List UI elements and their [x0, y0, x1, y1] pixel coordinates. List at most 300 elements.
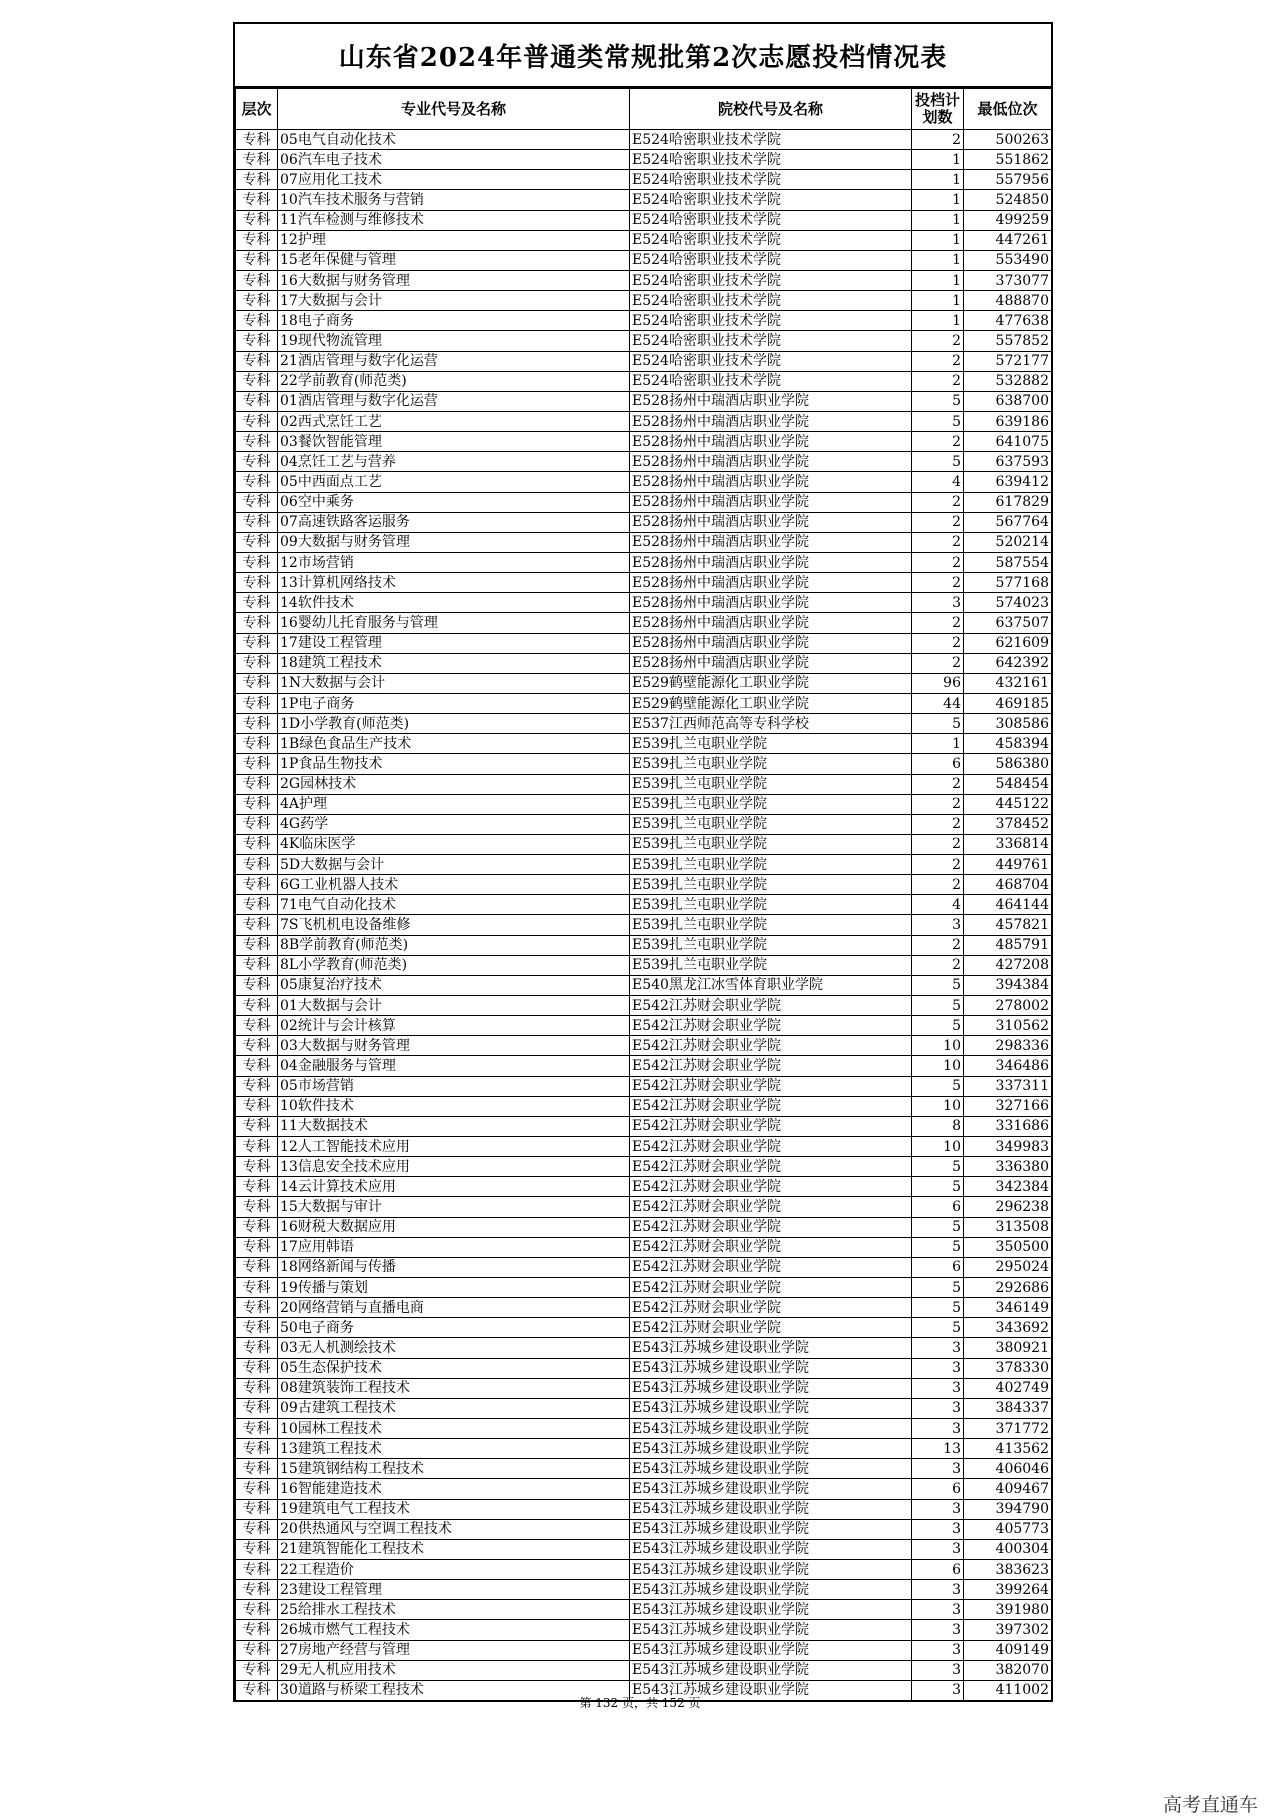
table-row	[236, 1318, 1052, 1338]
table-row	[236, 1499, 1052, 1519]
cell-school: E539扎兰屯职业学院	[630, 895, 912, 915]
cell-level: 专科	[236, 1076, 278, 1096]
cell-school: E537江西师范高等专科学校	[630, 714, 912, 734]
table-row	[236, 472, 1052, 492]
cell-plan: 2	[912, 552, 964, 572]
page-title: 山东省2024年普通类常规批第2次志愿投档情况表	[235, 24, 1051, 88]
cell-level: 专科	[236, 270, 278, 290]
cell-major: 15老年保健与管理	[278, 250, 630, 270]
cell-rank: 639412	[964, 472, 1052, 492]
cell-level: 专科	[236, 291, 278, 311]
table-row	[236, 432, 1052, 452]
cell-plan: 2	[912, 855, 964, 875]
cell-plan: 3	[912, 1419, 964, 1439]
cell-school: E543江苏城乡建设职业学院	[630, 1580, 912, 1600]
cell-plan: 2	[912, 653, 964, 673]
cell-plan: 3	[912, 1660, 964, 1680]
cell-level: 专科	[236, 1660, 278, 1680]
cell-school: E542江苏财会职业学院	[630, 1096, 912, 1116]
cell-rank: 445122	[964, 794, 1052, 814]
cell-level: 专科	[236, 1257, 278, 1277]
table-row	[236, 1177, 1052, 1197]
table-row	[236, 1298, 1052, 1318]
table-row	[236, 190, 1052, 210]
cell-school: E528扬州中瑞酒店职业学院	[630, 492, 912, 512]
cell-plan: 8	[912, 1116, 964, 1136]
table-row	[236, 1439, 1052, 1459]
cell-rank: 399264	[964, 1580, 1052, 1600]
table-row	[236, 1056, 1052, 1076]
cell-rank: 567764	[964, 512, 1052, 532]
header-rank: 最低位次	[964, 89, 1052, 130]
cell-school: E524哈密职业技术学院	[630, 351, 912, 371]
page-footer: 第 132 页，共 152 页	[579, 1696, 701, 1710]
cell-rank: 485791	[964, 935, 1052, 955]
cell-school: E524哈密职业技术学院	[630, 270, 912, 290]
cell-major: 08建筑装饰工程技术	[278, 1378, 630, 1398]
cell-school: E528扬州中瑞酒店职业学院	[630, 452, 912, 472]
cell-plan: 10	[912, 1096, 964, 1116]
cell-level: 专科	[236, 1378, 278, 1398]
cell-school: E543江苏城乡建设职业学院	[630, 1660, 912, 1680]
cell-plan: 2	[912, 512, 964, 532]
cell-level: 专科	[236, 875, 278, 895]
cell-rank: 413562	[964, 1439, 1052, 1459]
cell-rank: 400304	[964, 1539, 1052, 1559]
cell-level: 专科	[236, 432, 278, 452]
cell-school: E528扬州中瑞酒店职业学院	[630, 512, 912, 532]
cell-school: E539扎兰屯职业学院	[630, 754, 912, 774]
cell-school: E524哈密职业技术学院	[630, 210, 912, 230]
cell-major: 12市场营销	[278, 552, 630, 572]
table-row	[236, 875, 1052, 895]
cell-rank: 427208	[964, 955, 1052, 975]
cell-plan: 10	[912, 1036, 964, 1056]
cell-level: 专科	[236, 351, 278, 371]
cell-major: 27房地产经营与管理	[278, 1640, 630, 1660]
cell-major: 10汽车技术服务与营销	[278, 190, 630, 210]
cell-plan: 1	[912, 230, 964, 250]
table-row	[236, 1036, 1052, 1056]
cell-plan: 44	[912, 693, 964, 713]
cell-rank: 587554	[964, 552, 1052, 572]
cell-plan: 3	[912, 1680, 964, 1701]
cell-level: 专科	[236, 170, 278, 190]
table-row	[236, 593, 1052, 613]
cell-rank: 308586	[964, 714, 1052, 734]
cell-rank: 586380	[964, 754, 1052, 774]
table-row	[236, 1278, 1052, 1298]
cell-level: 专科	[236, 1016, 278, 1036]
cell-rank: 373077	[964, 270, 1052, 290]
table-row	[236, 1559, 1052, 1579]
table-row	[236, 754, 1052, 774]
cell-plan: 2	[912, 794, 964, 814]
cell-major: 1N大数据与会计	[278, 673, 630, 693]
cell-level: 专科	[236, 895, 278, 915]
cell-rank: 500263	[964, 130, 1052, 150]
cell-level: 专科	[236, 855, 278, 875]
cell-major: 13信息安全技术应用	[278, 1157, 630, 1177]
cell-level: 专科	[236, 673, 278, 693]
cell-plan: 3	[912, 1398, 964, 1418]
cell-plan: 1	[912, 210, 964, 230]
cell-rank: 346149	[964, 1298, 1052, 1318]
cell-school: E524哈密职业技术学院	[630, 150, 912, 170]
cell-rank: 349983	[964, 1137, 1052, 1157]
cell-school: E540黑龙江冰雪体育职业学院	[630, 975, 912, 995]
cell-level: 专科	[236, 653, 278, 673]
cell-level: 专科	[236, 1137, 278, 1157]
cell-school: E543江苏城乡建设职业学院	[630, 1640, 912, 1660]
cell-rank: 641075	[964, 432, 1052, 452]
table-row	[236, 1217, 1052, 1237]
cell-rank: 343692	[964, 1318, 1052, 1338]
cell-school: E539扎兰屯职业学院	[630, 834, 912, 854]
cell-level: 专科	[236, 230, 278, 250]
cell-level: 专科	[236, 714, 278, 734]
cell-major: 03餐饮智能管理	[278, 432, 630, 452]
cell-school: E529鹤壁能源化工职业学院	[630, 673, 912, 693]
cell-school: E543江苏城乡建设职业学院	[630, 1398, 912, 1418]
cell-level: 专科	[236, 1640, 278, 1660]
table-row	[236, 1539, 1052, 1559]
cell-school: E543江苏城乡建设职业学院	[630, 1600, 912, 1620]
cell-major: 16财税大数据应用	[278, 1217, 630, 1237]
cell-school: E524哈密职业技术学院	[630, 130, 912, 150]
cell-plan: 3	[912, 1600, 964, 1620]
cell-level: 专科	[236, 1519, 278, 1539]
cell-plan: 5	[912, 1177, 964, 1197]
cell-plan: 96	[912, 673, 964, 693]
cell-school: E539扎兰屯职业学院	[630, 915, 912, 935]
cell-school: E542江苏财会职业学院	[630, 1177, 912, 1197]
cell-level: 专科	[236, 1177, 278, 1197]
cell-level: 专科	[236, 512, 278, 532]
cell-school: E528扬州中瑞酒店职业学院	[630, 472, 912, 492]
cell-plan: 1	[912, 190, 964, 210]
cell-level: 专科	[236, 734, 278, 754]
cell-rank: 278002	[964, 996, 1052, 1016]
cell-school: E539扎兰屯职业学院	[630, 855, 912, 875]
cell-plan: 6	[912, 754, 964, 774]
cell-plan: 3	[912, 1640, 964, 1660]
cell-school: E543江苏城乡建设职业学院	[630, 1419, 912, 1439]
cell-school: E524哈密职业技术学院	[630, 170, 912, 190]
cell-rank: 638700	[964, 391, 1052, 411]
cell-level: 专科	[236, 1197, 278, 1217]
cell-major: 04金融服务与管理	[278, 1056, 630, 1076]
cell-major: 20网络营销与直播电商	[278, 1298, 630, 1318]
cell-school: E542江苏财会职业学院	[630, 1298, 912, 1318]
cell-rank: 577168	[964, 573, 1052, 593]
cell-school: E543江苏城乡建设职业学院	[630, 1358, 912, 1378]
cell-school: E542江苏财会职业学院	[630, 1056, 912, 1076]
cell-plan: 5	[912, 996, 964, 1016]
cell-level: 专科	[236, 371, 278, 391]
cell-major: 05中西面点工艺	[278, 472, 630, 492]
cell-rank: 488870	[964, 291, 1052, 311]
cell-school: E543江苏城乡建设职业学院	[630, 1539, 912, 1559]
cell-level: 专科	[236, 1539, 278, 1559]
cell-major: 14云计算技术应用	[278, 1177, 630, 1197]
table-row	[236, 150, 1052, 170]
cell-plan: 2	[912, 955, 964, 975]
cell-rank: 557852	[964, 331, 1052, 351]
cell-plan: 10	[912, 1137, 964, 1157]
cell-major: 16智能建造技术	[278, 1479, 630, 1499]
table-row	[236, 130, 1052, 150]
cell-plan: 3	[912, 593, 964, 613]
table-row	[236, 714, 1052, 734]
table-row	[236, 532, 1052, 552]
table-row	[236, 633, 1052, 653]
cell-rank: 371772	[964, 1419, 1052, 1439]
cell-plan: 5	[912, 1298, 964, 1318]
cell-rank: 405773	[964, 1519, 1052, 1539]
cell-rank: 406046	[964, 1459, 1052, 1479]
cell-level: 专科	[236, 774, 278, 794]
cell-level: 专科	[236, 996, 278, 1016]
cell-major: 29无人机应用技术	[278, 1660, 630, 1680]
cell-level: 专科	[236, 593, 278, 613]
cell-major: 19建筑电气工程技术	[278, 1499, 630, 1519]
cell-level: 专科	[236, 492, 278, 512]
cell-rank: 621609	[964, 633, 1052, 653]
cell-school: E528扬州中瑞酒店职业学院	[630, 391, 912, 411]
cell-plan: 2	[912, 613, 964, 633]
table-row	[236, 1137, 1052, 1157]
cell-plan: 1	[912, 270, 964, 290]
cell-major: 12人工智能技术应用	[278, 1137, 630, 1157]
cell-major: 30道路与桥梁工程技术	[278, 1680, 630, 1701]
header-plan-line1: 投档计	[914, 91, 960, 109]
table-row	[236, 452, 1052, 472]
cell-plan: 2	[912, 130, 964, 150]
cell-major: 02统计与会计核算	[278, 1016, 630, 1036]
table-row	[236, 794, 1052, 814]
cell-school: E542江苏财会职业学院	[630, 1137, 912, 1157]
cell-plan: 3	[912, 1459, 964, 1479]
table-row	[236, 1419, 1052, 1439]
cell-major: 01酒店管理与数字化运营	[278, 391, 630, 411]
cell-school: E528扬州中瑞酒店职业学院	[630, 653, 912, 673]
cell-major: 16婴幼儿托育服务与管理	[278, 613, 630, 633]
cell-level: 专科	[236, 1479, 278, 1499]
table-row	[236, 693, 1052, 713]
cell-major: 13建筑工程技术	[278, 1439, 630, 1459]
cell-school: E543江苏城乡建设职业学院	[630, 1479, 912, 1499]
cell-plan: 3	[912, 1358, 964, 1378]
cell-school: E524哈密职业技术学院	[630, 230, 912, 250]
cell-plan: 1	[912, 311, 964, 331]
cell-level: 专科	[236, 391, 278, 411]
cell-school: E524哈密职业技术学院	[630, 371, 912, 391]
cell-plan: 2	[912, 573, 964, 593]
table-row	[236, 170, 1052, 190]
cell-level: 专科	[236, 250, 278, 270]
cell-level: 专科	[236, 411, 278, 431]
cell-major: 11大数据技术	[278, 1116, 630, 1136]
cell-rank: 532882	[964, 371, 1052, 391]
cell-major: 2G园林技术	[278, 774, 630, 794]
cell-school: E528扬州中瑞酒店职业学院	[630, 573, 912, 593]
cell-rank: 391980	[964, 1600, 1052, 1620]
cell-rank: 409149	[964, 1640, 1052, 1660]
cell-rank: 296238	[964, 1197, 1052, 1217]
cell-major: 8L小学教育(师范类)	[278, 955, 630, 975]
table-row	[236, 1378, 1052, 1398]
cell-level: 专科	[236, 935, 278, 955]
cell-rank: 520214	[964, 532, 1052, 552]
cell-level: 专科	[236, 955, 278, 975]
cell-major: 18电子商务	[278, 311, 630, 331]
table-row	[236, 734, 1052, 754]
table-row	[236, 573, 1052, 593]
cell-rank: 298336	[964, 1036, 1052, 1056]
cell-school: E542江苏财会职业学院	[630, 1237, 912, 1257]
cell-major: 1B绿色食品生产技术	[278, 734, 630, 754]
cell-rank: 292686	[964, 1278, 1052, 1298]
table-row	[236, 230, 1052, 250]
table-row	[236, 552, 1052, 572]
cell-major: 11汽车检测与维修技术	[278, 210, 630, 230]
cell-rank: 574023	[964, 593, 1052, 613]
cell-school: E539扎兰屯职业学院	[630, 955, 912, 975]
cell-major: 10软件技术	[278, 1096, 630, 1116]
cell-rank: 384337	[964, 1398, 1052, 1418]
table-row	[236, 1660, 1052, 1680]
cell-level: 专科	[236, 1620, 278, 1640]
table-row	[236, 1116, 1052, 1136]
cell-plan: 5	[912, 1217, 964, 1237]
cell-plan: 2	[912, 633, 964, 653]
cell-level: 专科	[236, 1116, 278, 1136]
cell-plan: 4	[912, 472, 964, 492]
cell-plan: 2	[912, 834, 964, 854]
cell-plan: 2	[912, 432, 964, 452]
cell-rank: 637593	[964, 452, 1052, 472]
cell-rank: 499259	[964, 210, 1052, 230]
cell-school: E543江苏城乡建设职业学院	[630, 1680, 912, 1701]
cell-school: E542江苏财会职业学院	[630, 996, 912, 1016]
cell-rank: 524850	[964, 190, 1052, 210]
cell-level: 专科	[236, 1036, 278, 1056]
table-row	[236, 613, 1052, 633]
table-row	[236, 371, 1052, 391]
cell-rank: 313508	[964, 1217, 1052, 1237]
cell-school: E543江苏城乡建设职业学院	[630, 1338, 912, 1358]
table-row	[236, 1157, 1052, 1177]
table-row	[236, 1237, 1052, 1257]
cell-plan: 5	[912, 391, 964, 411]
cell-school: E528扬州中瑞酒店职业学院	[630, 432, 912, 452]
cell-plan: 2	[912, 371, 964, 391]
header-plan	[912, 89, 964, 130]
cell-rank: 378452	[964, 814, 1052, 834]
cell-plan: 2	[912, 331, 964, 351]
cell-major: 21建筑智能化工程技术	[278, 1539, 630, 1559]
cell-rank: 642392	[964, 653, 1052, 673]
cell-school: E524哈密职业技术学院	[630, 250, 912, 270]
cell-school: E542江苏财会职业学院	[630, 1278, 912, 1298]
cell-major: 07高速铁路客运服务	[278, 512, 630, 532]
cell-rank: 295024	[964, 1257, 1052, 1277]
table-row	[236, 1479, 1052, 1499]
cell-level: 专科	[236, 150, 278, 170]
cell-rank: 447261	[964, 230, 1052, 250]
table-row	[236, 291, 1052, 311]
cell-level: 专科	[236, 1298, 278, 1318]
header-school: 院校代号及名称	[630, 89, 912, 130]
cell-rank: 346486	[964, 1056, 1052, 1076]
table-row	[236, 1519, 1052, 1539]
cell-level: 专科	[236, 532, 278, 552]
cell-school: E542江苏财会职业学院	[630, 1036, 912, 1056]
cell-level: 专科	[236, 1096, 278, 1116]
cell-rank: 394790	[964, 1499, 1052, 1519]
cell-level: 专科	[236, 1559, 278, 1579]
cell-plan: 2	[912, 935, 964, 955]
cell-major: 21酒店管理与数字化运营	[278, 351, 630, 371]
cell-rank: 557956	[964, 170, 1052, 190]
cell-rank: 331686	[964, 1116, 1052, 1136]
cell-plan: 4	[912, 895, 964, 915]
cell-major: 05生态保护技术	[278, 1358, 630, 1378]
cell-school: E543江苏城乡建设职业学院	[630, 1620, 912, 1640]
table-row	[236, 411, 1052, 431]
table-row	[236, 351, 1052, 371]
cell-rank: 553490	[964, 250, 1052, 270]
cell-plan: 1	[912, 170, 964, 190]
cell-school: E543江苏城乡建设职业学院	[630, 1499, 912, 1519]
cell-major: 7S飞机机电设备维修	[278, 915, 630, 935]
cell-level: 专科	[236, 130, 278, 150]
cell-level: 专科	[236, 1499, 278, 1519]
table-row	[236, 1620, 1052, 1640]
table-row	[236, 1398, 1052, 1418]
cell-plan: 13	[912, 1439, 964, 1459]
cell-plan: 5	[912, 1157, 964, 1177]
cell-major: 03无人机测绘技术	[278, 1338, 630, 1358]
cell-major: 19现代物流管理	[278, 331, 630, 351]
cell-rank: 342384	[964, 1177, 1052, 1197]
cell-school: E539扎兰屯职业学院	[630, 734, 912, 754]
cell-rank: 336814	[964, 834, 1052, 854]
cell-school: E539扎兰屯职业学院	[630, 875, 912, 895]
table-row	[236, 1096, 1052, 1116]
cell-major: 09大数据与财务管理	[278, 532, 630, 552]
cell-rank: 411002	[964, 1680, 1052, 1701]
cell-level: 专科	[236, 814, 278, 834]
cell-major: 19传播与策划	[278, 1278, 630, 1298]
cell-level: 专科	[236, 1439, 278, 1459]
cell-rank: 469185	[964, 693, 1052, 713]
cell-major: 1P电子商务	[278, 693, 630, 713]
header-level: 层次	[236, 89, 278, 130]
admission-table	[235, 88, 1052, 1702]
cell-major: 13计算机网络技术	[278, 573, 630, 593]
cell-plan: 5	[912, 411, 964, 431]
cell-major: 22学前教育(师范类)	[278, 371, 630, 391]
cell-school: E539扎兰屯职业学院	[630, 774, 912, 794]
cell-school: E528扬州中瑞酒店职业学院	[630, 411, 912, 431]
cell-level: 专科	[236, 1419, 278, 1439]
cell-plan: 5	[912, 1016, 964, 1036]
cell-level: 专科	[236, 794, 278, 814]
cell-level: 专科	[236, 1358, 278, 1378]
cell-rank: 458394	[964, 734, 1052, 754]
